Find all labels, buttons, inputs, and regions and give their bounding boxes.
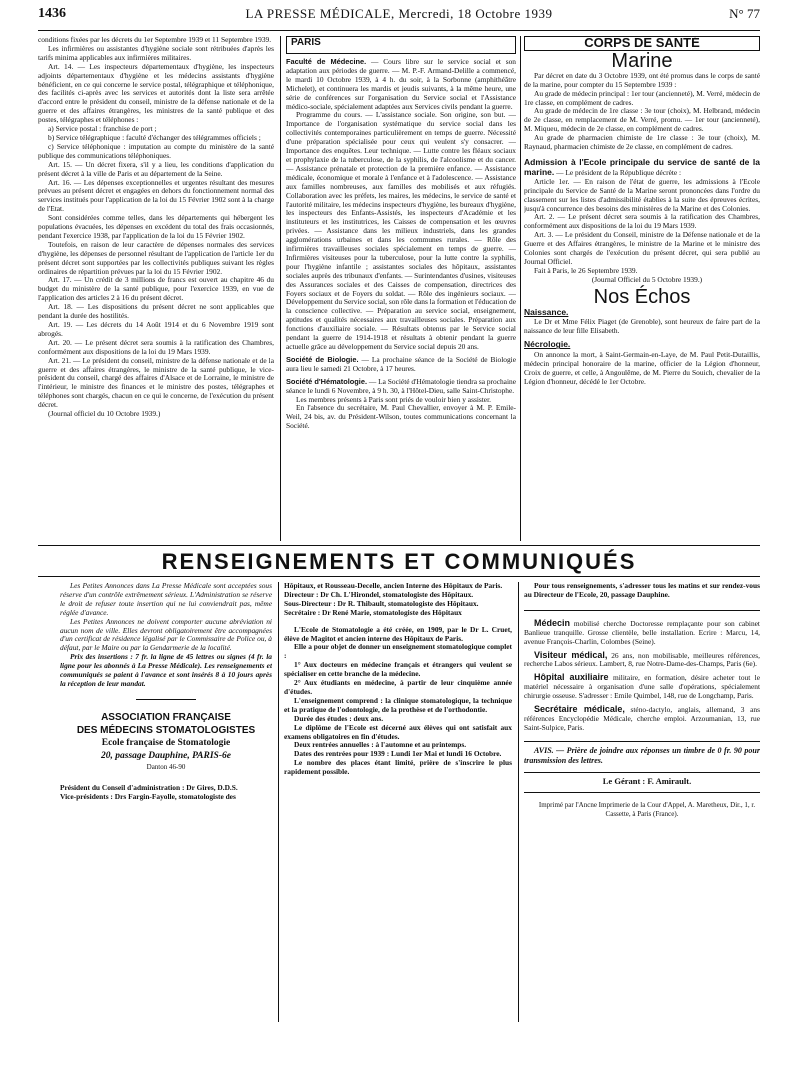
faculte-text: — Cours libre sur le service social et son adaptation aux périodes de guerre. — M. P.-F. Armand-Delille a commencé, le mardi 10 Octobre 1939, à 4 h. du soir, à la Sorbonne (amphithéâtre Michelet), et continuera les mardis et jeudis suivants, à la même heure, une série de conférences sur l'organisation du Service social et l'Assistance médico-sociale, spécialement adaptées aux Services civils pendant la guerre. — [286, 57, 516, 111]
marine-paragraph: Au grade de pharmacien chimiste de 1re classe : 3e tour (choix), M. Raynaud, pharmacien chimiste de 2e classe, en complément de cadres. — [524, 133, 760, 152]
ecole-paragraph: Sous-Directeur : Dr R. Thibault, stomatologiste des Hôpitaux. — [284, 598, 479, 608]
avis-note: AVIS. — Prière de joindre aux réponses un timbre de 0 fr. 90 pour transmission des lettres. — [524, 745, 760, 765]
necrologie-text: On annonce la mort, à Saint-Germain-en-Laye, de M. Paul Petit-Dutaillis, médecin principal honoraire de la marine, officier de la Légion d'honneur, Croix de guerre, et celle, à Angoulême, de M. Pierre du Souich, chevalier de la Légion d'honneur, décédé le 1er Octobre. — [524, 350, 760, 386]
marine-paragraph: Au grade de médecin principal : 1er tour (ancienneté), M. Verré, médecin de 1re classe, en complément de cadres. — [524, 88, 760, 107]
decree-paragraph: Art. 16. — Les dépenses exceptionnelles et urgentes résultant des mesures prévues au présent décret et engagées en dehors du fonctionnement normal des services institués pour l'application de la loi du 15 Février 1902 sont à la charge de l'Etat. — [38, 177, 274, 214]
classified-ad — [524, 673, 760, 701]
imprime-line: Imprimé par l'Ancne Imprimerie de la Cour d'Appel, A. Maretheux, Dir., 1, r. Cassette, à Paris (France). — [538, 800, 756, 818]
ad-text: militaire, en formation, désire acheter tout le matériel nécessaire à organisation d'une salle d'opérations, spécialement chirurgie osseuse. S'adresser : Emile Quimbel, 148, rue de Longchamp, Paris. — [524, 673, 760, 701]
ecole-paragraph: Dates des rentrées pour 1939 : Lundi 1er Mai et lundi 16 Octobre. — [294, 749, 502, 759]
annonces-intro-2: Les Petites Annonces ne doivent comporter aucune abréviation ni aucun nom de ville. Elles devront obligatoirement être accompagnées d'un certificat de résidence légalisé par le Commissaire de Police ou, à défaut, par le Maire ou par la Gendarmerie de la localité. — [60, 616, 272, 653]
issue-number: N° 77 — [729, 6, 760, 21]
admission-paragraph: Article 1er. — En raison de l'état de guerre, les admissions à l'Ecole principale du Service de Santé de la Marine seront prononcées dans l'ordre du classement sur les listes d'admissibilité établies à la suite des épreuves écrites, jusqu'à concurrence des besoins des ministères de la Marine et des Colonies. — [524, 176, 760, 213]
corps-title: CORPS DE SANTÉ — [524, 36, 760, 51]
ecole-paragraph: Directeur : Dr Ch. L'Hirondel, stomatologiste des Hôpitaux. — [284, 589, 474, 599]
annonces-prix: Prix des insertions : 7 fr. la ligne de 45 lettres ou signes (4 fr. la ligne pour les abonnés à La Presse Médicale). Les renseignements et communiqués se paient à l'avance et sont insérés 8 à 10 jours après la réception de leur mandat. — [60, 652, 272, 688]
ad-text: mobilisé cherche Doctoresse remplaçante pour son cabinet Banlieue tranquille. Grosse clientèle, belle installation. Ecrire : Marcu, 14, avenue François-Charlin, Colombes (Seine). — [524, 618, 760, 646]
ecole-paragraph: Le nombre des places étant limité, prière de s'inscrire le plus rapidement possible. — [284, 758, 512, 777]
avis-rule — [524, 741, 760, 742]
biologie-text: — La prochaine séance de la Société de Biologie aura lieu le samedi 21 Octobre, à 17 heures. — [286, 354, 516, 373]
corps-column — [524, 36, 760, 541]
section-rule-2 — [38, 576, 760, 577]
annonces-intro-1: Les Petites Annonces dans La Presse Médicale sont acceptées sous réserve d'un contrôle extrêmement sérieux. L'Administration se réserve le droit de refuser toute insertion qui ne lui conviendrait pas, même réglée d'avance. — [60, 582, 272, 617]
decree-paragraph: conditions fixées par les décrets du 1er Septembre 1939 et 11 Septembre 1939. — [38, 36, 272, 44]
gerant-line: Le Gérant : F. Amirault. — [602, 775, 692, 786]
assoc-name-2: DES MÉDECINS STOMATOLOGISTES — [76, 724, 256, 736]
programme-text: Programme du cours. — L'assistance sociale. Son origine, son but. — Importance de l'organisation systématique du service social dans les collectivités contemporaines particulièrement en temps de guerre. Nécessité d'une préparation spécialisée pour ceux qui veulent s'y consacrer. — Importance des enquêtes. Leur technique. — Lutte contre les fléaux sociaux et prophylaxie de la tuberculose, de la syphilis, de l'alcoolisme et du cancer. — Assistance prénatale et protection de la première enfance. — Assistance médicale, économique et morale à l'enfance et à l'adolescence. — Assistance aux familles nombreuses, aux familles des mobilisés et aux réfugiés. Collaboration avec les préfets, les maires, les médecins, le service de santé et l'autorité militaire, les médecins inspecteurs d'hygiène, les bureaux d'hygiène, les inspecteurs des Enfants-Assistés, les inspecteurs d'Académie et les instituteurs et les institutrices, les Caisses de compensation et les œuvres privées. — Assistance dans les milieux industriels, dans les grandes agglomérations urbaines et dans les communes rurales. — Rôle des infirmières travailleuses sociales spécialement en temps de guerre. — Infirmières visiteuses pour la tuberculose, pour la lutte contre la syphilis, pour l'hygiène infantile ; assistantes sociales des hôpitaux, assistantes sociales auprès des tribunaux d'enfants. — Surintendantes d'usines, visiteuses des Assurances sociales et des Caisses de compensation, directrices des Foyers sociaux et de Foyers du soldat. — Rôle des ingénieurs sociaux. — Développement du Service social, son rôle dans la formation et l'éducation de la conscience collective. — Préparation au service social, enseignement, aptitudes et qualités nécessaires aux travailleuses sociales. Préparation aux fonctions d'auxiliaire sociale. — Résultats obtenus par le Service social pendant la guerre de 1914-1918 et résultats à obtenir pendant la guerre actuelle grâce au développement du Service social depuis 20 ans. — [286, 110, 516, 351]
classified-ad — [524, 651, 760, 670]
renseignements-contact: Pour tous renseignements, s'adresser tous les matins et sur rendez-vous au Directeur de l'Ecole, 20, passage Dauphine. — [524, 582, 760, 599]
naissance-heading: Naissance. — [524, 306, 569, 317]
ecole-column — [284, 582, 512, 1022]
president-line: Président du Conseil d'administration : Dr Gires, D.D.S. — [60, 782, 238, 792]
column-divider — [278, 582, 279, 1022]
ads-list — [524, 619, 760, 733]
ecole-paragraph: Secrétaire : Dr René Marie, stomatologiste des Hôpitaux — [284, 607, 462, 617]
hematologie-text-3: En l'absence du secrétaire, M. Paul Chevallier, envoyer à M. P. Emile-Weil, 24 bis, av. du Président-Wilson, toutes communications concernant la Société. — [286, 403, 516, 431]
decree-paragraph: Les infirmières ou assistantes d'hygiène sociale sont rétribuées d'après les tarifs minima applicables aux infirmières militaires. — [38, 43, 274, 62]
admission-paragraph: Fait à Paris, le 26 Septembre 1939. — [534, 265, 638, 275]
annonces-column — [60, 582, 272, 1022]
imprime-rule — [524, 792, 760, 793]
admission-paragraph: (Journal Officiel du 5 Octobre 1939.) — [591, 274, 703, 284]
admission-intro: — Le président de la République décrète : — [556, 167, 682, 177]
admission-paragraph: Art. 3. — Le président du Conseil, ministre de la Défense nationale et de la Guerre et des Affaires étrangères, le ministre de la Marine et le ministre des Colonies sont chargés de l'exécution du présent décret, qui sera publié au Journal Officiel. — [524, 230, 760, 266]
page-header — [38, 6, 760, 32]
paris-caption-box — [286, 36, 516, 54]
header-rule — [38, 30, 760, 31]
classified-ad — [524, 619, 760, 647]
ecole-paragraph: 2° Aux étudiants en médecine, à partir de leur cinquième année d'études. — [284, 678, 512, 696]
ad-heading: Visiteur médical, — [534, 649, 608, 660]
hematologie-text-2: Les membres présents à Paris sont priés de vouloir bien y assister. — [296, 394, 491, 404]
column-divider — [518, 582, 519, 1022]
decree-paragraph: Art. 18. — Les dispositions du présent décret ne sont applicables que pendant la durée des hostilités. — [38, 302, 274, 321]
biologie-heading: Société de Biologie. — [286, 354, 359, 364]
gerant-rule — [524, 772, 760, 773]
decree-paragraph: Art. 21. — Le président du conseil, ministre de la défense nationale et de la guerre et des affaires étrangères, le ministre de la santé publique, le vice-président du conseil, chargé des affaires d'Alsace et de Lorraine, le ministre de l'intérieur, le ministre des finances et le ministre des postes, télégraphes et téléphones sont chargés, chacun en ce qui le concerne, de l'exécution du présent décret. — [38, 355, 274, 410]
ecole-paragraph: L'enseignement comprend : la clinique stomatologique, la technique et la pratique de l'odontologie, de la prothèse et de l'orthodontie. — [284, 695, 512, 714]
column-divider — [520, 36, 521, 541]
decree-paragraph: b) Service télégraphique : faculté d'échanger des télégrammes officiels ; — [48, 132, 261, 142]
ad-heading: Secrétaire médicale, — [534, 704, 625, 715]
decree-column — [38, 36, 274, 541]
ad-text: sténo-dactylo, anglais, allemand, 3 ans références Encyclopédie Médicale, cherche emploi. Arzoumanian, 13, rue Saint-Sulpice, Paris. — [524, 705, 760, 732]
ecole-paragraph: 1° Aux docteurs en médecine français et étrangers qui veulent se spécialiser en cette branche de la médecine. — [284, 660, 512, 679]
section-rule — [38, 545, 760, 546]
necrologie-heading: Nécrologie. — [524, 339, 571, 350]
paris-caption: PARIS — [291, 37, 321, 48]
ad-text: 26 ans, non mobilisable, meilleures références, recherche Labos sérieux. Lambert, 8, rue Notre-Dame-des-Champs, Paris (6e). — [524, 650, 760, 669]
column-divider — [280, 36, 281, 541]
marine-heading: Marine — [611, 49, 673, 72]
decree-paragraph: a) Service postal : franchise de port ; — [48, 124, 157, 134]
naissance-text: Le Dr et Mme Félix Piaget (de Grenoble), sont heureux de faire part de la naissance de leur fille Elisabeth. — [524, 317, 760, 336]
marine-paragraph: Par décret en date du 3 Octobre 1939, ont été promus dans le corps de santé de la marine, pour compter du 15 Septembre 1939 : — [524, 70, 760, 89]
decree-paragraph: Art. 20. — Le présent décret sera soumis à la ratification des Chambres, conformément aux dispositions de la loi du 19 Mars 1939. — [38, 337, 274, 356]
marine-paragraph: Au grade de médecin de 1re classe : 3e tour (choix), M. Helbrand, médecin de 2e classe, en remplacement de M. Verré, promu. — 1er tour (ancienneté), M. Miqueu, médecin de 2e classe, en complément de cadres. — [524, 106, 760, 134]
admission-heading: Admission à l'Ecole principale du service de santé de la marine. — [524, 156, 760, 177]
ecole-address: 20, passage Dauphine, PARIS-6e — [101, 750, 231, 761]
assoc-name-1: ASSOCIATION FRANÇAISE — [101, 711, 231, 723]
ecole-paragraph: Elle a pour objet de donner un enseignement stomatologique complet : — [284, 642, 512, 661]
ecole-paragraph: L'Ecole de Stomatologie a été créée, en 1909, par le Dr L. Cruet, élève de Magitot et ancien interne des Hôpitaux de Paris. — [284, 624, 512, 643]
hematologie-text: — La Société d'Hématologie tiendra sa prochaine séance le lundi 6 Novembre, à 9 h. 30, à l'Hôtel-Dieu, salle Saint-Christophe. — [286, 376, 516, 395]
decree-paragraph: Sont considérées comme telles, dans les départements qui hébergent les populations évacuées, les dépenses en excédent du total des frais occasionnés, pendant l'exercice 1938, par l'application de la loi du 15 Février 1902. — [38, 213, 274, 240]
ecole-paragraph: Durée des études : deux ans. — [294, 713, 384, 723]
echos-heading: Nos Échos — [593, 285, 691, 308]
marine-text — [524, 72, 760, 152]
admission-text — [524, 178, 760, 285]
decree-paragraph: Art. 14. — Les inspecteurs départementaux d'hygiène, les inspecteurs adjoints départementaux d'hygiène et les médecins assistants d'hygiène bénéficient, en ce qui concerne le service postal, télégraphique et téléphonique, des facilités ci-après avec les services et autorités dont la liste sera arrêtée d'accord entre le président du conseil, ministre de la défense nationale et de la guerre et des affaires étrangères, les ministres de la santé publique et des postes, télégraphes et téléphones : — [38, 61, 274, 125]
journal-title: LA PRESSE MÉDICALE, Mercredi, 18 Octobre 1939 — [245, 6, 553, 21]
paris-column — [286, 36, 516, 541]
decree-paragraph: Art. 15. — Un décret fixera, s'il y a lieu, les conditions d'application du présent décret à la ville de Paris et au département de la Seine. — [38, 159, 274, 178]
ecole-phone: Danton 46-90 — [146, 762, 186, 771]
decree-paragraph: (Journal officiel du 10 Octobre 1939.) — [48, 409, 161, 419]
decree-paragraph: Toutefois, en raison de leur caractère de dépenses normales des services d'hygiène, les dépenses de personnel résultant de l'application de l'article 1er du présent décret sont supportées par les collectivités publiques suivant les règles ordinaires de répartition prévues par la loi du 15 Février 1902. — [38, 239, 274, 276]
ads-rule — [524, 610, 760, 611]
renseignements-title: RENSEIGNEMENTS ET COMMUNIQUÉS — [161, 549, 637, 574]
admission-paragraph: Art. 2. — Le présent décret sera soumis à la ratification des Chambres, conformément aux dispositions de la loi du 19 Mars 1939. — [524, 212, 760, 231]
decree-paragraph: c) Service téléphonique : imputation au compte du ministère de la santé publique des communications téléphoniques. — [38, 141, 274, 160]
decree-paragraph: Art. 17. — Un crédit de 3 millions de francs est ouvert au chapitre 46 du budget du ministère de la santé publique, pour l'exercice 1939, en vue de l'application des articles 2 à 16 du présent décret. — [38, 275, 274, 303]
ecole-paragraph: Deux rentrées annuelles : à l'automne et au printemps. — [294, 740, 467, 750]
ecole-paragraph: Le diplôme de l'Ecole est décerné aux élèves qui ont satisfait aux examens obligatoires en fin d'études. — [284, 722, 512, 741]
ad-heading: Médecin — [534, 617, 571, 628]
ecole-name: Ecole française de Stomatologie — [101, 737, 231, 748]
classified-ad — [524, 705, 760, 733]
vice-line: Vice-présidents : Drs Fargin-Fayolle, stomatologiste des — [60, 791, 236, 801]
decree-paragraph: Art. 19. — Les décrets du 14 Août 1914 et du 6 Novembre 1919 sont abrogés. — [38, 320, 274, 338]
hematologie-heading: Société d'Hématologie. — [286, 376, 368, 386]
faculte-heading: Faculté de Médecine. — [286, 57, 367, 66]
short-rule — [136, 699, 196, 701]
page-number: 1436 — [38, 6, 66, 21]
ad-heading: Hôpital auxiliaire — [534, 672, 609, 683]
ads-column — [524, 582, 760, 1072]
ecole-paragraph: Hôpitaux, et Rousseau-Decelle, ancien Interne des Hôpitaux de Paris. — [284, 582, 503, 590]
